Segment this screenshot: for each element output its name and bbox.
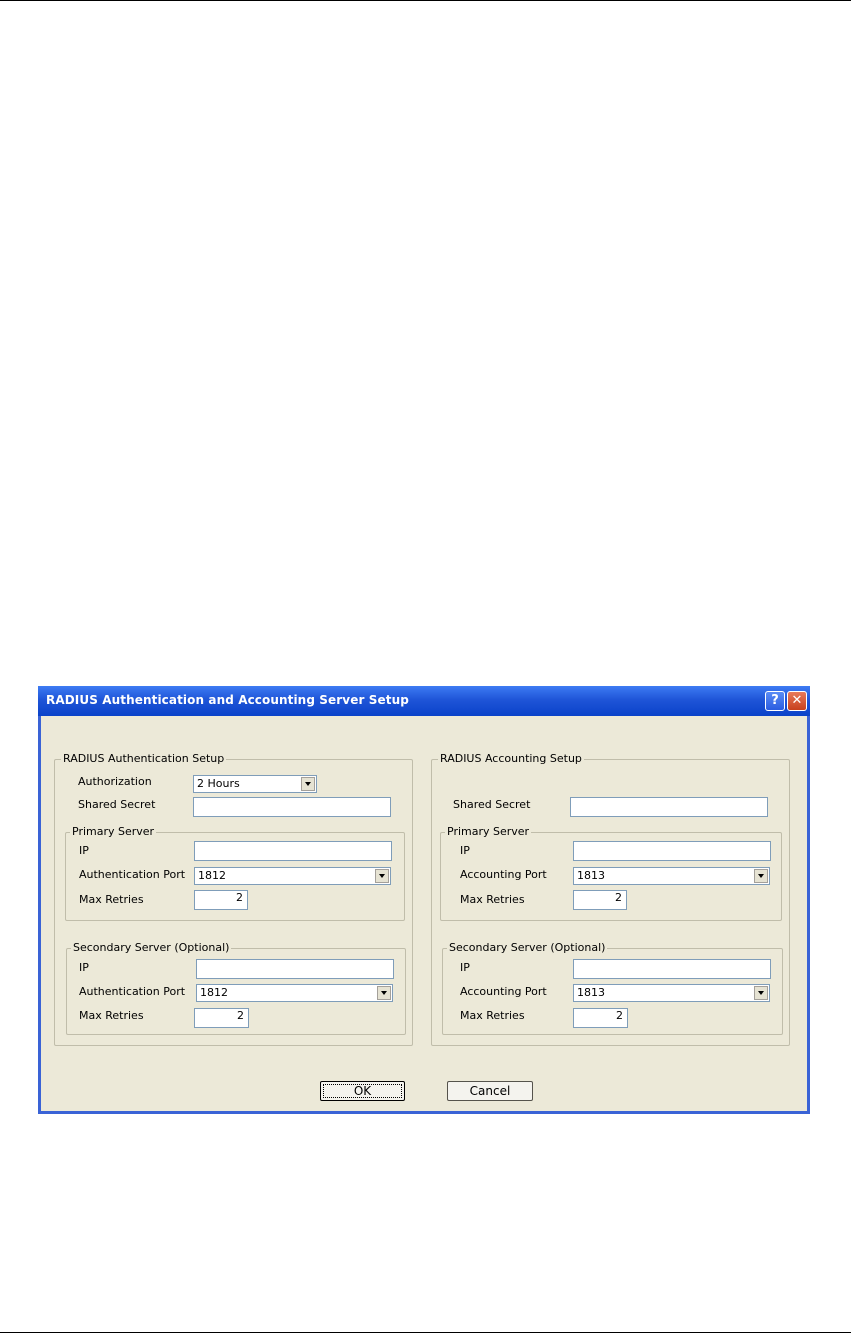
auth-secondary-ip-input[interactable] (196, 959, 394, 979)
acct-primary-ip-label: IP (460, 844, 470, 857)
authorization-value: 2 Hours (197, 777, 240, 790)
auth-primary-port-value: 1812 (198, 869, 226, 882)
dialog-client-area (41, 716, 807, 1111)
auth-primary-retries-label: Max Retries (79, 893, 144, 906)
auth-primary-retries-input[interactable]: 2 (194, 890, 248, 910)
ok-button-label: OK (353, 1084, 372, 1098)
acct-secondary-retries-label: Max Retries (460, 1009, 525, 1022)
acct-secondary-ip-label: IP (460, 961, 470, 974)
acct-primary-ip-input[interactable] (573, 841, 771, 861)
auth-primary-port-label: Authentication Port (79, 868, 186, 881)
chevron-down-icon[interactable] (754, 986, 768, 1000)
acct-shared-secret-label: Shared Secret (453, 798, 531, 811)
auth-primary-ip-input[interactable] (194, 841, 392, 861)
ok-button[interactable] (320, 1081, 405, 1101)
auth-primary-group (65, 825, 405, 921)
close-icon: ✕ (791, 693, 803, 708)
auth-secondary-ip-label: IP (79, 961, 89, 974)
acct-primary-title: Primary Server (447, 825, 530, 838)
auth-primary-ip-label: IP (79, 844, 89, 857)
focus-rect (323, 1084, 402, 1098)
acct-primary-retries-input[interactable]: 2 (573, 890, 627, 910)
auth-secondary-port-select[interactable] (196, 984, 393, 1002)
page-top-rule (0, 0, 851, 1)
acct-primary-port-select[interactable] (573, 867, 770, 885)
auth-primary-title: Primary Server (72, 825, 155, 838)
acct-secondary-retries-input[interactable]: 2 (573, 1008, 628, 1028)
authorization-label: Authorization (78, 775, 152, 788)
auth-secondary-port-label: Authentication Port (79, 985, 186, 998)
auth-secondary-title: Secondary Server (Optional) (73, 941, 230, 954)
close-button[interactable] (787, 691, 807, 711)
acct-setup-group (431, 752, 790, 1046)
auth-secondary-retries-label: Max Retries (79, 1009, 144, 1022)
acct-secondary-port-label: Accounting Port (460, 985, 547, 998)
window-title: RADIUS Authentication and Accounting Server Setup (46, 693, 409, 707)
acct-secondary-group (442, 941, 783, 1035)
acct-primary-retries-label: Max Retries (460, 893, 525, 906)
radius-setup-dialog (38, 686, 810, 1114)
authorization-select[interactable] (193, 775, 317, 793)
auth-secondary-retries-input[interactable]: 2 (194, 1008, 249, 1028)
acct-secondary-port-value: 1813 (577, 986, 605, 999)
auth-setup-title: RADIUS Authentication Setup (63, 752, 225, 765)
help-button[interactable] (765, 691, 785, 711)
title-bar[interactable] (38, 686, 810, 716)
help-icon: ? (771, 693, 779, 708)
acct-primary-port-label: Accounting Port (460, 868, 547, 881)
auth-shared-secret-label: Shared Secret (78, 798, 156, 811)
acct-shared-secret-input[interactable] (570, 797, 768, 817)
auth-primary-port-select[interactable] (194, 867, 391, 885)
acct-setup-title: RADIUS Accounting Setup (440, 752, 582, 765)
chevron-down-icon[interactable] (754, 869, 768, 883)
acct-primary-group (440, 825, 782, 921)
page-bottom-rule (0, 1332, 851, 1333)
acct-secondary-port-select[interactable] (573, 984, 770, 1002)
cancel-button[interactable] (447, 1081, 533, 1101)
auth-setup-group (54, 752, 413, 1046)
auth-secondary-group (66, 941, 406, 1035)
chevron-down-icon[interactable] (375, 869, 389, 883)
acct-primary-port-value: 1813 (577, 869, 605, 882)
acct-secondary-title: Secondary Server (Optional) (449, 941, 606, 954)
auth-secondary-port-value: 1812 (200, 986, 228, 999)
cancel-button-label: Cancel (469, 1084, 511, 1098)
chevron-down-icon[interactable] (377, 986, 391, 1000)
auth-shared-secret-input[interactable] (193, 797, 391, 817)
chevron-down-icon[interactable] (301, 777, 315, 791)
acct-secondary-ip-input[interactable] (573, 959, 771, 979)
